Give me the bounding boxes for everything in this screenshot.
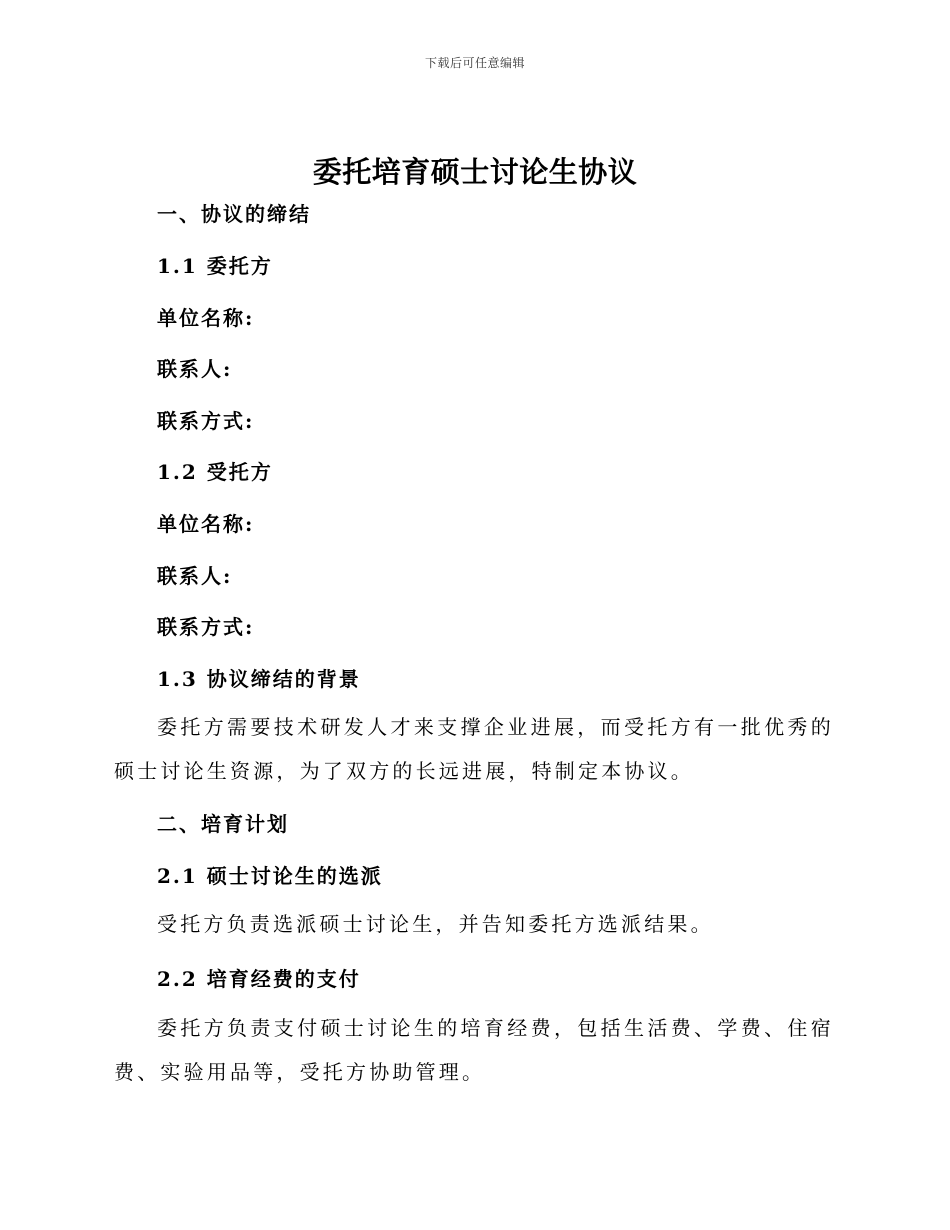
subsection-1-1-heading: 1.1 委托方	[157, 254, 273, 278]
client-contact-info-label: 联系方式:	[157, 409, 255, 433]
subsection-1-2-heading: 1.2 受托方	[157, 460, 273, 484]
document-title: 委托培育硕士讨论生协议	[312, 155, 638, 189]
subsection-1-3-heading: 1.3 协议缔结的背景	[157, 667, 361, 691]
subsection-2-2-heading: 2.2 培育经费的支付	[157, 967, 361, 991]
trustee-contact-info-label: 联系方式:	[157, 615, 255, 639]
header-note: 下载后可任意编辑	[424, 56, 525, 70]
background-paragraph: 委托方需要技术研发人才来支撑企业进展，而受托方有一批优秀的硕士讨论生资源，为了双方的长远进展，特制定本协议。	[114, 715, 834, 783]
trustee-contact-person-label: 联系人:	[157, 564, 233, 588]
client-contact-person-label: 联系人:	[157, 357, 233, 381]
trustee-unit-name-label: 单位名称:	[157, 512, 255, 536]
funding-paragraph: 委托方负责支付硕士讨论生的培育经费，包括生活费、学费、住宿费、实验用品等，受托方协助管理。	[114, 1016, 834, 1084]
subsection-2-1-heading: 2.1 硕士讨论生的选派	[157, 864, 383, 888]
section-2-heading: 二、培育计划	[157, 812, 289, 836]
client-unit-name-label: 单位名称:	[157, 306, 255, 330]
section-1-heading: 一、协议的缔结	[157, 202, 311, 226]
selection-paragraph: 受托方负责选派硕士讨论生，并告知委托方选派结果。	[157, 912, 714, 936]
